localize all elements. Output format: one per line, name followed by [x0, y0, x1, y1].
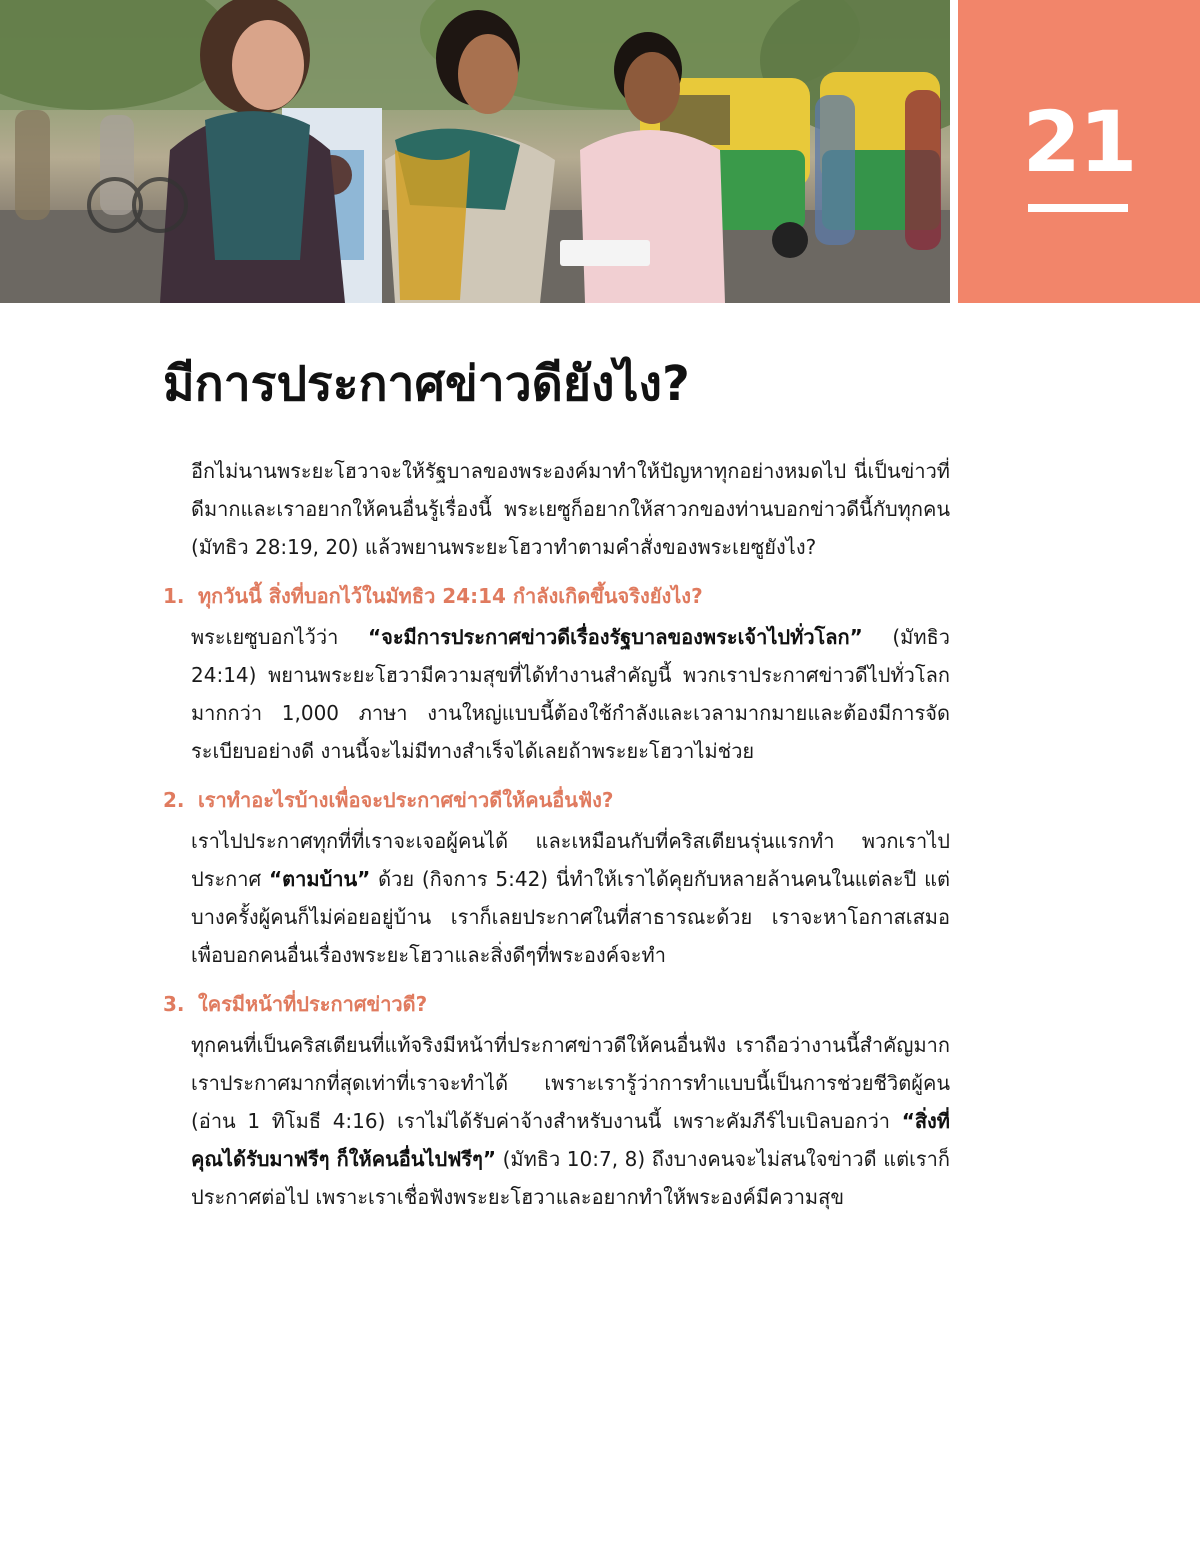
answer-quote: “ตามบ้าน”	[269, 867, 371, 891]
section-question-2	[163, 784, 950, 816]
answer-text: ทุกคนที่เป็นคริสเตียนที่แท้จริงมีหน้าที่ประกาศข่าวดีให้คนอื่นฟัง เราถือว่างานนี้สำคัญมาก เราประกาศมากที่สุดเท่าที่เราจะทำได้ เพราะเรารู้ว่าการทำแบบนี้เป็นการช่วยชีวิตผู้คน (อ่าน 1 ทิโมธี 4:16) เราไม่ได้รับค่าจ้างสำหรับงานนี้ เพราะคัมภีร์ไบเบิลบอกว่า	[191, 1033, 950, 1133]
section-answer-3	[191, 1026, 950, 1216]
street-scene-illustration	[0, 0, 950, 303]
section-question-1	[163, 580, 950, 612]
header-photo	[0, 0, 950, 303]
question-text: ใครมีหน้าที่ประกาศข่าวดี?	[197, 992, 428, 1016]
section-answer-1	[191, 618, 950, 770]
article-body	[163, 452, 950, 1216]
question-text: เราทำอะไรบ้างเพื่อจะประกาศข่าวดีให้คนอื่นฟัง?	[197, 788, 614, 812]
question-number: 1.	[163, 584, 185, 608]
question-number: 3.	[163, 992, 185, 1016]
lesson-number-underline	[1028, 204, 1128, 212]
lesson-number-box	[958, 0, 1200, 303]
answer-text: ด้วย (กิจการ 5:42) นี่ทำให้เราได้คุยกับหลายล้านคนในแต่ละปี แต่บางครั้งผู้คนก็ไม่ค่อยอยู่บ้าน เราก็เลยประกาศในที่สาธารณะด้วย เราจะหาโอกาสเสมอเพื่อบอกคนอื่นเรื่องพระยะโฮวาและสิ่งดีๆที่พระองค์จะทำ	[191, 867, 950, 967]
lesson-number: 21	[1022, 93, 1136, 191]
answer-text: (มัทธิว 10:7, 8) ถึงบางคนจะไม่สนใจข่าวดี แต่เราก็ประกาศต่อไป เพราะเราเชื่อฟังพระยะโฮวาและอยากทำให้พระองค์มีความสุข	[191, 1147, 950, 1209]
answer-text: พระเยซูบอกไว้ว่า	[191, 625, 368, 649]
question-number: 2.	[163, 788, 185, 812]
answer-text: เราไปประกาศทุกที่ที่เราจะเจอผู้คนได้ และเหมือนกับที่คริสเตียนรุ่นแรกทำ พวกเราไปประกาศ	[191, 829, 950, 891]
question-text: ทุกวันนี้ สิ่งที่บอกไว้ในมัทธิว 24:14 กำลังเกิดขึ้นจริงยังไง?	[197, 584, 703, 608]
answer-quote: “สิ่งที่คุณได้รับมาฟรีๆ ก็ให้คนอื่นไปฟรีๆ”	[191, 1109, 950, 1171]
intro-paragraph: อีกไม่นานพระยะโฮวาจะให้รัฐบาลของพระองค์มาทำให้ปัญหาทุกอย่างหมดไป นี่เป็นข่าวที่ดีมากและเราอยากให้คนอื่นรู้เรื่องนี้ พระเยซูก็อยากให้สาวกของท่านบอกข่าวดีนี้กับทุกคน (มัทธิว 28:19, 20) แล้วพยานพระยะโฮวาทำตามคำสั่งของพระเยซูยังไง?	[191, 459, 950, 559]
section-question-3	[163, 988, 950, 1020]
page-title: มีการประกาศข่าวดียังไง?	[163, 356, 690, 412]
section-answer-2	[191, 822, 950, 974]
answer-quote: “จะมีการประกาศข่าวดีเรื่องรัฐบาลของพระเจ้าไปทั่วโลก”	[367, 625, 863, 649]
answer-text: (มัทธิว 24:14) พยานพระยะโฮวามีความสุขที่ได้ทำงานสำคัญนี้ พวกเราประกาศข่าวดีไปทั่วโลกมากกว่า 1,000 ภาษา งานใหญ่แบบนี้ต้องใช้กำลังและเวลามากมายและต้องมีการจัดระเบียบอย่างดี งานนี้จะไม่มีทางสำเร็จได้เลยถ้าพระยะโฮวาไม่ช่วย	[191, 625, 950, 763]
